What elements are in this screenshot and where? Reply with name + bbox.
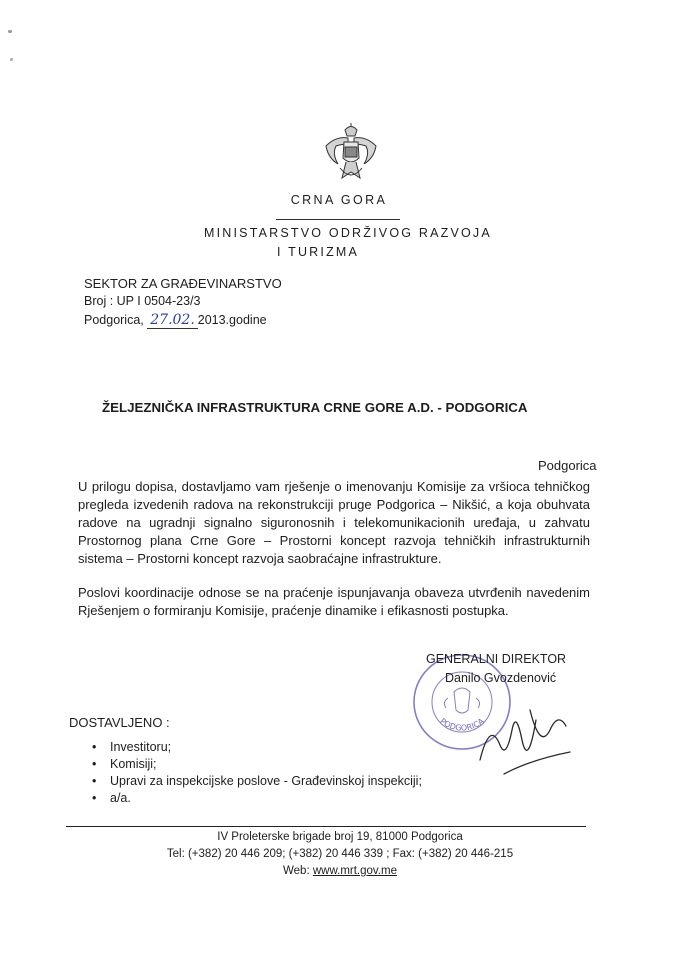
bullet-icon: •: [92, 757, 97, 771]
bullet-icon: •: [92, 791, 97, 805]
bullet-icon: •: [92, 774, 97, 788]
footer-phone: Tel: (+382) 20 446 209; (+382) 20 446 339 ; Fax: (+382) 20 446-215: [166, 848, 514, 860]
reference-number: Broj : UP I 0504-23/3: [84, 294, 201, 308]
sector-name: SEKTOR ZA GRAĐEVINARSTVO: [84, 276, 282, 291]
punch-mark: [10, 58, 13, 61]
city-name: Podgorica: [538, 458, 597, 473]
stamp-text: PODGORICA: [438, 716, 486, 733]
punch-mark: [8, 30, 12, 33]
signatory-title: GENERALNI DIREKTOR: [426, 652, 567, 666]
signatory-name: Danilo Gvozdenović: [445, 671, 557, 685]
website-link[interactable]: www.mrt.gov.me: [312, 865, 397, 877]
date-suffix: 2013.godine: [197, 313, 267, 327]
list-item: • Investitoru;: [92, 740, 172, 754]
body-paragraph-1: U prilogu dopisa, dostavljamo vam rješenje o imenovanju Komisije za vršioca tehničkog pregleda izvedenih radova na rekonstrukciji pruge Podgorica – Nikšić, a koja obuhvata radove na ugradnji signalno siguronosnih i telekomunikacionih uređaja, u zahvatu Prostornog plana Crne Gore – Prostorni koncept razvoja tehničkih infrastrukturnih sistema – Prostorni koncept razvoja saobraćajne infrastrukture.: [78, 479, 590, 566]
coat-of-arms-icon: [318, 122, 384, 188]
distribution-heading: DOSTAVLJENO :: [69, 715, 170, 730]
list-item: • Upravi za inspekcijske poslove - Građevinskoj inspekciji;: [92, 774, 422, 788]
footer-web: [60, 865, 620, 877]
footer-web-label: Web:: [283, 865, 310, 877]
date-handwritten: 27.02.: [147, 312, 198, 329]
ministry-name-line2: I TURIZMA: [277, 245, 360, 259]
header-divider: [276, 219, 400, 220]
recipient-title: ŽELJEZNIČKA INFRASTRUKTURA CRNE GORE A.D. - PODGORICA: [102, 400, 528, 415]
handwritten-signature: [470, 690, 580, 780]
footer-address: IV Proleterske brigade broj 19, 81000 Podgorica: [217, 831, 463, 843]
ministry-name-line1: MINISTARSTVO ODRŽIVOG RAZVOJA: [204, 226, 492, 240]
bullet-icon: •: [92, 740, 97, 754]
distribution-list: [92, 740, 422, 808]
list-item: • a/a.: [92, 791, 131, 805]
list-item: • Komisiji;: [92, 757, 157, 771]
date-prefix: Podgorica,: [84, 313, 144, 327]
country-name: CRNA GORA: [290, 193, 388, 207]
body-paragraph-2: Poslovi koordinacije odnose se na praćenje ispunjavanja obaveza utvrđenih navedenim Rješenjem o formiranju Komisije, praćenje dinamike i efikasnosti postupka.: [78, 585, 590, 618]
date-line: [84, 312, 267, 329]
footer-divider: [66, 826, 586, 827]
